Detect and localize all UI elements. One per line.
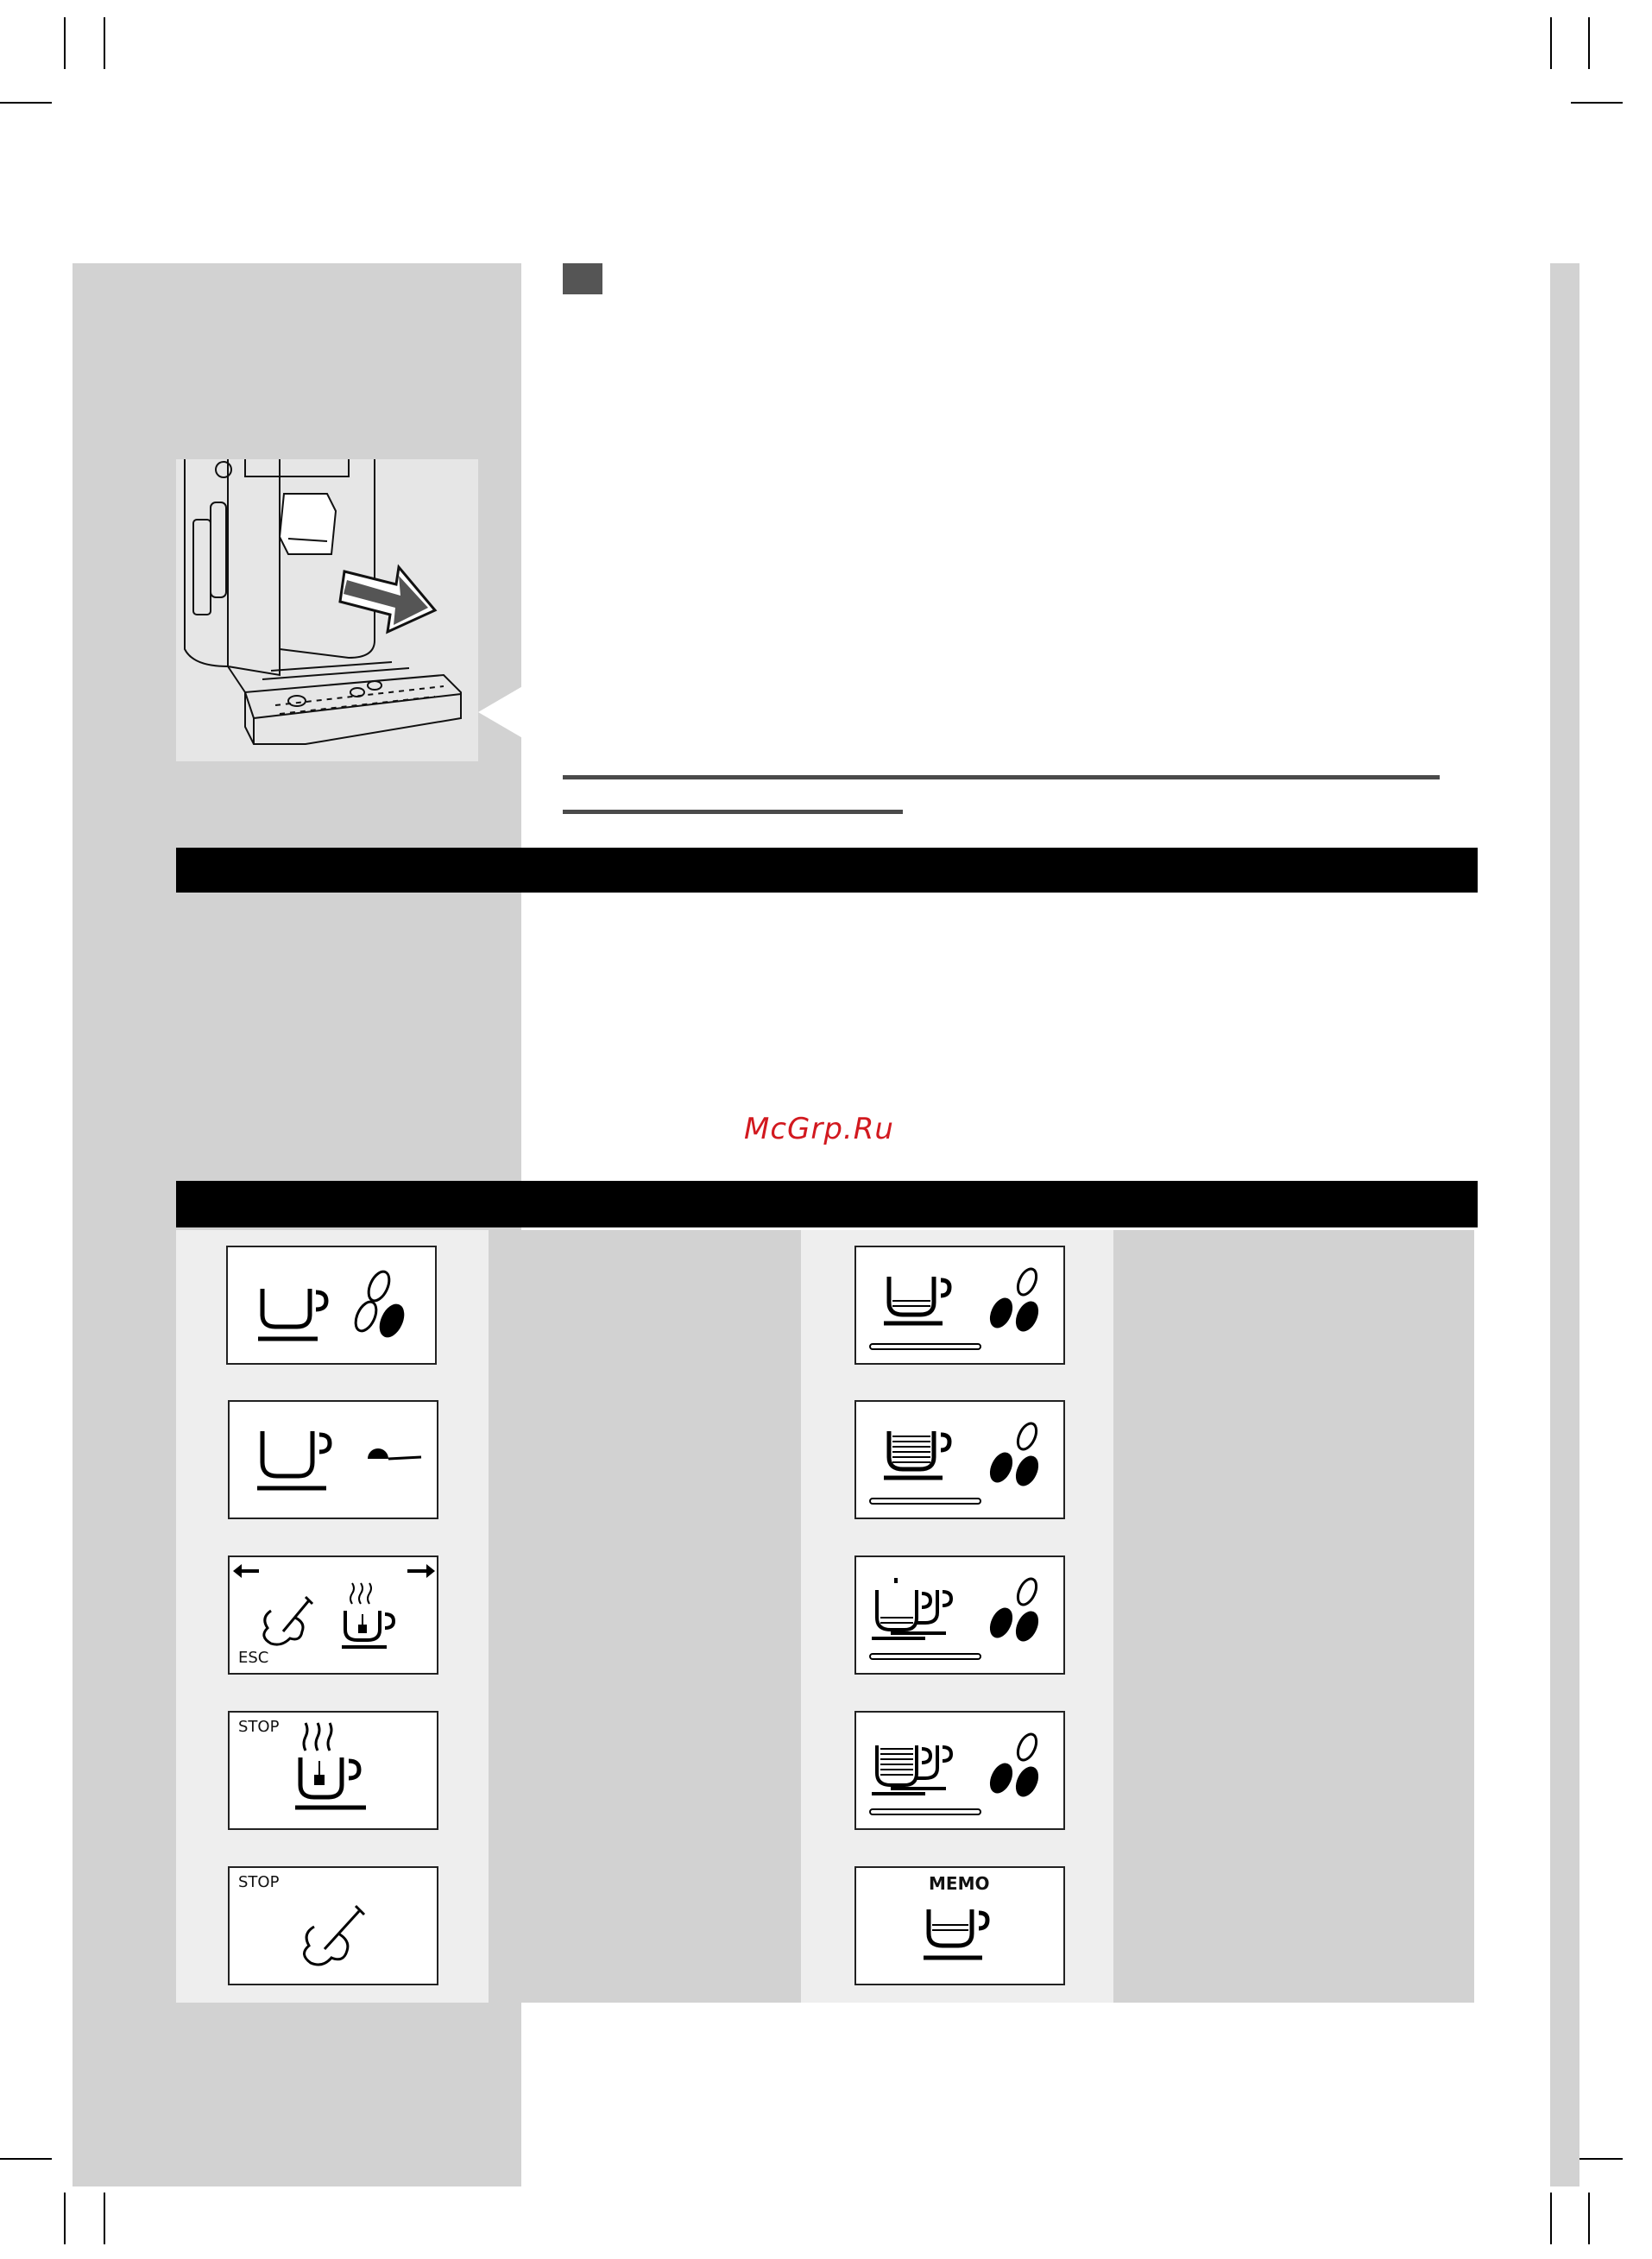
measuring-scoop-icon <box>368 1448 421 1459</box>
section-marker <box>563 263 602 294</box>
progress-bar-icon <box>870 1654 980 1659</box>
table-description-column <box>1113 1230 1474 2003</box>
steam-wand-icon <box>264 1597 312 1644</box>
crop-mark <box>64 2193 66 2244</box>
display-screen-double-cup-small-progress <box>854 1555 1065 1675</box>
display-screen-steam-hotwater-select <box>228 1555 438 1675</box>
display-screen-memo-cup <box>854 1866 1065 1985</box>
crop-mark <box>64 17 66 69</box>
crop-mark <box>1550 17 1552 69</box>
crop-mark <box>1588 17 1590 69</box>
display-screen-steam-dispensing <box>228 1866 438 1985</box>
right-arrow-icon <box>407 1564 435 1578</box>
double-cup-icon <box>872 1578 951 1638</box>
table-description-column <box>489 1230 801 2003</box>
coffee-beans-icon <box>987 1421 1041 1488</box>
cup-icon <box>924 1909 987 1958</box>
progress-bar-icon <box>870 1809 980 1814</box>
display-screen-double-cup-large-progress <box>854 1711 1065 1830</box>
coffee-beans-icon <box>987 1266 1041 1334</box>
progress-bar-icon <box>870 1499 980 1504</box>
separator-line <box>563 775 1440 779</box>
display-screen-single-cup-small-progress <box>854 1246 1065 1365</box>
steam-wand-icon <box>304 1906 364 1965</box>
hot-water-cup-icon <box>342 1583 394 1647</box>
callout-pointer <box>478 682 530 742</box>
coffee-beans-icon <box>987 1576 1041 1644</box>
crop-mark <box>1550 2193 1552 2244</box>
table-header-bar <box>176 1181 1478 1227</box>
crop-mark <box>1588 2193 1590 2244</box>
section-header-bar <box>176 848 1478 893</box>
hot-water-cup-icon <box>295 1723 366 1808</box>
display-screen-single-cup-large-progress <box>854 1400 1065 1519</box>
progress-bar-icon <box>870 1344 980 1349</box>
coffee-beans-icon <box>351 1268 407 1339</box>
coffee-beans-icon <box>987 1732 1041 1799</box>
cup-icon <box>884 1431 949 1478</box>
stop-label: STOP <box>238 1718 280 1736</box>
coffee-machine-illustration <box>176 459 478 761</box>
cup-icon <box>257 1431 330 1488</box>
crop-mark <box>0 2158 52 2160</box>
cup-icon <box>258 1289 326 1339</box>
crop-mark <box>104 2193 105 2244</box>
cup-icon <box>884 1277 949 1323</box>
edge-strip <box>1550 263 1579 2186</box>
double-cup-icon <box>872 1745 951 1794</box>
left-arrow-icon <box>233 1564 259 1578</box>
display-screen-cup-scoop <box>228 1400 438 1519</box>
crop-mark <box>104 17 105 69</box>
separator-line <box>563 810 903 814</box>
stop-label: STOP <box>238 1873 280 1891</box>
watermark: McGrp.Ru <box>744 1112 894 1146</box>
crop-mark <box>0 102 52 104</box>
esc-label: ESC <box>238 1649 269 1667</box>
drip-tray-removal-illustration <box>176 459 478 761</box>
memo-label: MEMO <box>929 1873 990 1894</box>
crop-mark <box>1571 102 1623 104</box>
display-screen-hot-water-dispensing <box>228 1711 438 1830</box>
display-screen-cup-beans <box>226 1246 437 1365</box>
